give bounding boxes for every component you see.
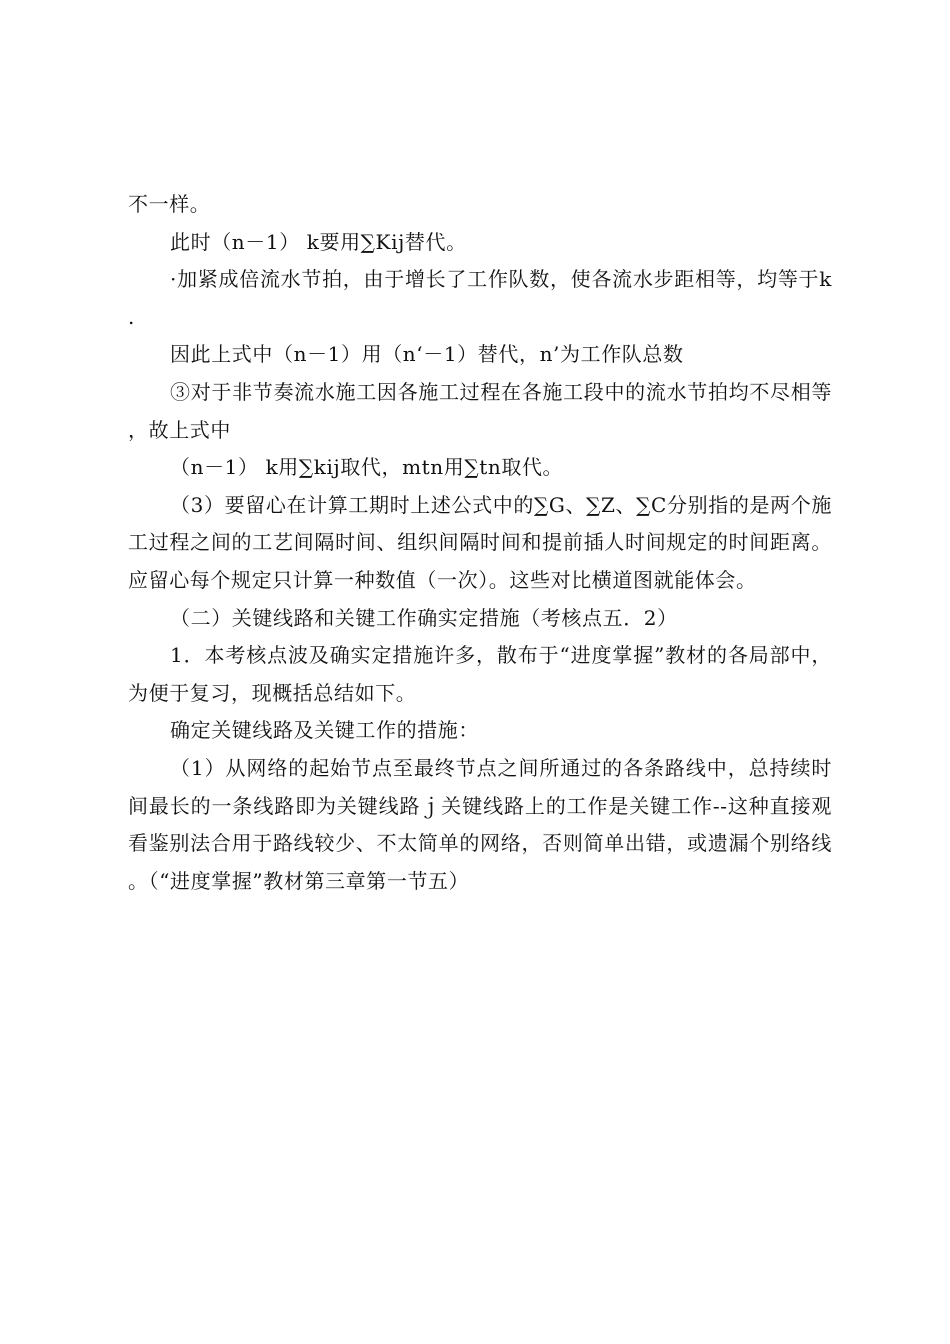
paragraph-non-rhythmic: ③对于非节奏流水施工因各施工过程在各施工段中的流水节拍均不尽相等，故上式中 xyxy=(128,379,832,442)
paragraph-substitution-tn: （n－1） k用∑kij取代，mtn用∑tn取代。 xyxy=(170,455,564,480)
paragraph-multiple-rhythm: ·加紧成倍流水节拍，由于增长了工作队数，使各流水步距相等，均等于k. xyxy=(128,267,832,329)
document-page xyxy=(128,186,832,900)
paragraph-intervals: （3）要留心在计算工期时上述公式中的∑G、∑Z、∑C分别指的是两个施工过程之间的工艺间隔时间、组织间隔时间和提前插人时间规定的时间距离。应留心每个规定只计算一种数值（一次）。这些对比横道图就能体会。 xyxy=(128,492,832,592)
paragraph-overview: 1．本考核点波及确实定措施许多，散布于“进度掌握”教材的各局部中，为便于复习，现概括总结如下。 xyxy=(128,643,832,705)
paragraph-methods-intro: 确定关键线路及关键工作的措施： xyxy=(170,718,479,743)
paragraph-substitution-kij: 此时（n－1） k要用∑Kij替代。 xyxy=(170,229,467,254)
paragraph-team-count: 因此上式中（n－1）用（n‘－1）替代，n’为工作队总数 xyxy=(170,342,684,367)
paragraph-method-1: （1）从网络的起始节点至最终节点之间所通过的各条路线中，总持续时间最长的一条线路即为关键线路ｊ关键线路上的工作是关键工作--这种直接观看鉴别法合用于路线较少、不太简单的网络，否则简单出错，或遗漏个别络线。（“进度掌握”教材第三章第一节五） xyxy=(128,755,832,893)
section-heading-critical-path: （二）关键线路和关键工作确实定措施（考核点五．2） xyxy=(170,605,678,630)
paragraph-continuation: 不一样。 xyxy=(128,192,211,216)
